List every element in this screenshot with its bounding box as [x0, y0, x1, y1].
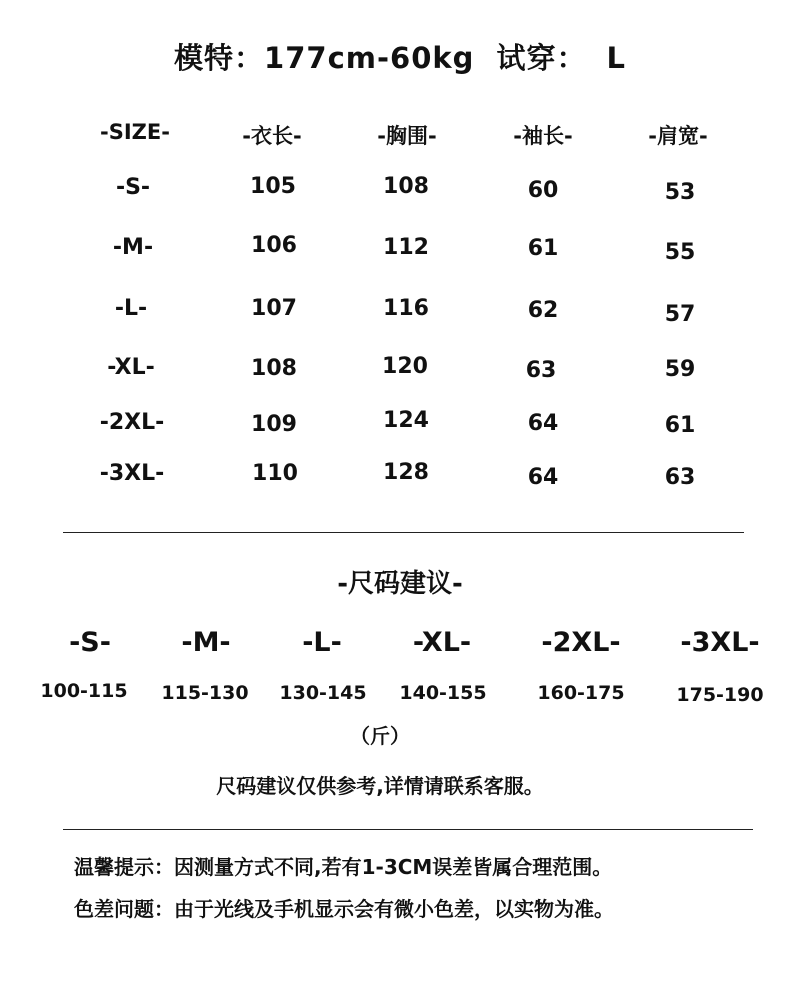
table-cell-length: 107: [251, 296, 297, 321]
table-cell-sleeve: 62: [527, 298, 559, 323]
column-header-size: -SIZE-: [100, 120, 170, 144]
table-cell-sleeve: 63: [525, 358, 557, 383]
fit-label: 试穿：: [496, 41, 587, 75]
table-cell-sleeve: 64: [527, 465, 559, 490]
table-cell-size: -L-: [114, 296, 148, 321]
column-header-chest: -胸围-: [377, 124, 437, 148]
table-cell-chest: 112: [383, 235, 429, 260]
fit-size: L: [606, 41, 626, 75]
suggestion-size: -M-: [181, 627, 231, 658]
color-difference-tip: 色差问题：由于光线及手机显示会有微小色差，以实物为准。: [74, 897, 614, 921]
suggestion-weight-range: 140-155: [399, 682, 487, 704]
table-cell-chest: 116: [383, 296, 429, 321]
suggestion-size: -XL-: [412, 627, 472, 658]
model-info-headline: [174, 36, 626, 77]
table-cell-size: -XL-: [107, 355, 155, 380]
table-cell-size: -M-: [112, 235, 154, 260]
table-cell-length: 108: [251, 356, 297, 381]
weight-unit-label: （斤）: [350, 724, 410, 748]
suggestion-weight-range: 160-175: [537, 682, 625, 704]
table-cell-shoulder: 55: [664, 240, 696, 265]
size-suggestion-title: -尺码建议-: [337, 569, 463, 599]
divider-line: [63, 532, 744, 533]
table-cell-chest: 124: [383, 408, 429, 433]
column-header-shoulder: -肩宽-: [648, 124, 708, 148]
suggestion-size: -S-: [69, 627, 111, 658]
table-cell-size: -S-: [115, 175, 151, 200]
table-cell-length: 105: [250, 174, 296, 199]
suggestion-size: -L-: [302, 627, 342, 658]
table-cell-chest: 128: [383, 460, 429, 485]
suggestion-size: -2XL-: [541, 627, 621, 658]
table-cell-size: -3XL-: [99, 461, 165, 486]
table-cell-shoulder: 53: [664, 180, 696, 205]
measurement-tip: 温馨提示：因测量方式不同,若有1-3CM误差皆属合理范围。: [74, 855, 613, 879]
column-header-length: -衣长-: [242, 124, 302, 148]
table-cell-shoulder: 61: [664, 413, 696, 438]
table-cell-length: 110: [252, 461, 298, 486]
table-cell-length: 106: [251, 233, 297, 258]
suggestion-weight-range: 130-145: [279, 682, 367, 704]
suggestion-weight-range: 115-130: [161, 682, 249, 704]
table-cell-shoulder: 63: [664, 465, 696, 490]
table-cell-sleeve: 60: [527, 178, 559, 203]
table-cell-shoulder: 59: [664, 357, 696, 382]
table-cell-size: -2XL-: [99, 410, 165, 435]
divider-line: [63, 829, 753, 830]
table-cell-sleeve: 64: [527, 411, 559, 436]
suggestion-size: -3XL-: [680, 627, 760, 658]
column-header-sleeve: -袖长-: [513, 124, 573, 148]
table-cell-sleeve: 61: [527, 236, 559, 261]
table-cell-chest: 120: [382, 354, 428, 379]
suggestion-note: 尺码建议仅供参考,详情请联系客服。: [216, 774, 544, 798]
suggestion-weight-range: 175-190: [676, 684, 764, 706]
model-measurements: 模特：177cm-60kg: [174, 41, 475, 75]
table-cell-length: 109: [251, 412, 297, 437]
table-cell-shoulder: 57: [664, 302, 696, 327]
suggestion-weight-range: 100-115: [40, 680, 128, 702]
table-cell-chest: 108: [383, 174, 429, 199]
